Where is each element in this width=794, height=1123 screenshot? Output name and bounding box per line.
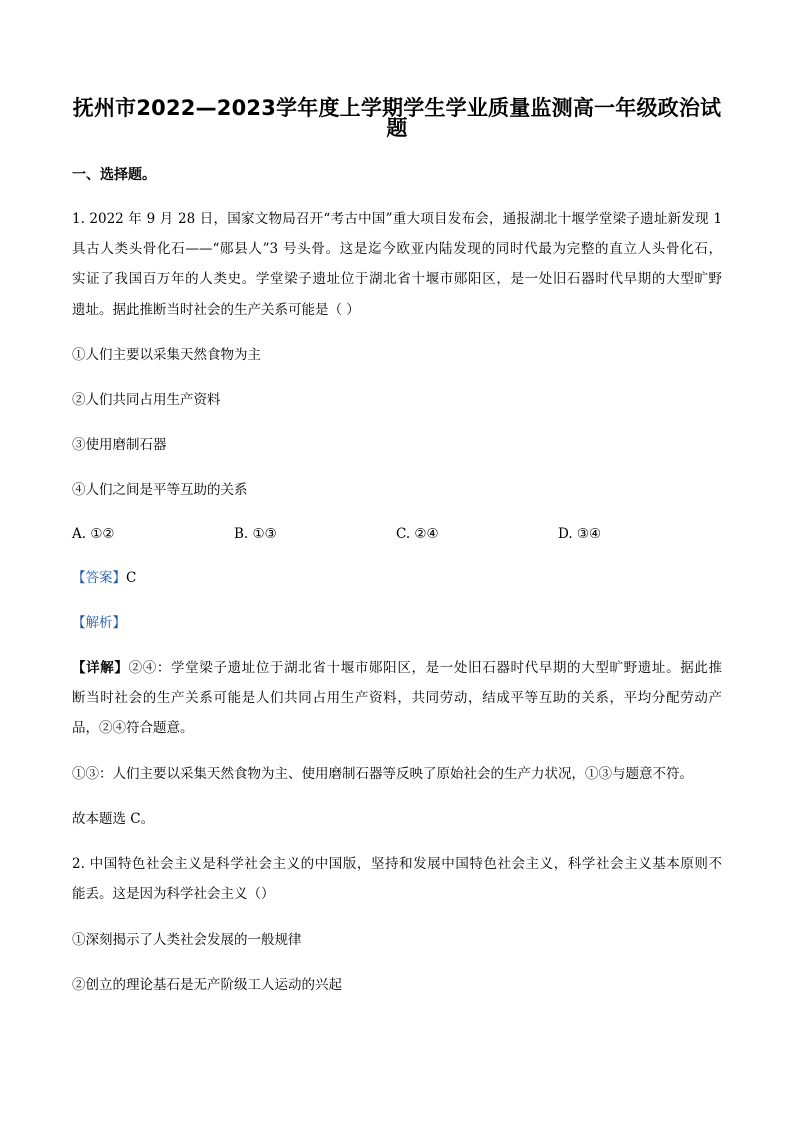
q1-statement-3: ③使用磨制石器 bbox=[72, 437, 167, 453]
detail-text-1: ②④：学堂梁子遗址位于湖北省十堰市郧阳区，是一处旧石器时代早期的大型旷野遗址。据此推 bbox=[128, 660, 722, 676]
analysis-tag: 【解析】 bbox=[72, 615, 126, 631]
q1-statement-1: ①人们主要以采集天然食物为主 bbox=[72, 347, 261, 363]
exam-page bbox=[72, 0, 722, 1123]
q1-detail-line-1 bbox=[72, 659, 722, 677]
q2-statement-1: ①深刻揭示了人类社会发展的一般规律 bbox=[72, 932, 302, 948]
q1-statement-4: ④人们之间是平等互助的关系 bbox=[72, 482, 248, 498]
q1-stem-line-4: 遗址。据此推断当时社会的生产关系可能是（ ） bbox=[72, 302, 360, 318]
q1-option-a: A. ①② bbox=[72, 526, 115, 542]
q1-statement-2: ②人们共同占用生产资料 bbox=[72, 392, 221, 408]
q1-conclusion: 故本题选 C。 bbox=[72, 811, 155, 827]
q2-stem-line-1: 2. 中国特色社会主义是科学社会主义的中国版，坚持和发展中国特色社会主义，科学社会主义基本原则不 bbox=[72, 856, 722, 872]
document-title-line-1: 抚州市2022—2023学年度上学期学生学业质量监测高一年级政治试 bbox=[72, 96, 722, 120]
q1-analysis bbox=[72, 614, 126, 632]
q1-option-d: D. ③④ bbox=[558, 526, 602, 542]
q2-stem-line-2: 能丢。这是因为科学社会主义（） bbox=[72, 886, 275, 902]
q1-detail-line-2: 断当时社会的生产关系可能是人们共同占用生产资料，共同劳动，结成平等互助的关系，平均分配劳动产 bbox=[72, 690, 722, 706]
q1-stem-line-2: 具古人类头骨化石——“郧县人”3 号头骨。这是迄今欧亚内陆发现的同时代最为完整的直立人头骨化石， bbox=[72, 241, 722, 257]
answer-tag: 【答案】 bbox=[72, 570, 126, 586]
q1-elimination: ①③：人们主要以采集天然食物为主、使用磨制石器等反映了原始社会的生产力状况，①③与题意不符。 bbox=[72, 766, 693, 782]
detail-tag: 【详解】 bbox=[72, 660, 129, 676]
section-heading: 一、选择题。 bbox=[72, 167, 156, 183]
q2-statement-2: ②创立的理论基石是无产阶级工人运动的兴起 bbox=[72, 977, 342, 993]
q1-stem-line-3: 实证了我国百万年的人类史。学堂梁子遗址位于湖北省十堰市郧阳区，是一处旧石器时代早期的大型旷野 bbox=[72, 271, 722, 287]
q1-answer bbox=[72, 569, 136, 587]
q1-option-c: C. ②④ bbox=[396, 526, 439, 542]
q1-detail-line-3: 品，②④符合题意。 bbox=[72, 720, 194, 736]
document-title-line-2-text: 题 bbox=[386, 116, 408, 140]
q1-stem-line-1: 1. 2022 年 9 月 28 日，国家文物局召开“考古中国”重大项目发布会，通报湖北十堰学堂梁子遗址新发现 1 bbox=[72, 211, 722, 227]
answer-value: C bbox=[126, 570, 137, 586]
q1-option-b: B. ①③ bbox=[234, 526, 277, 542]
